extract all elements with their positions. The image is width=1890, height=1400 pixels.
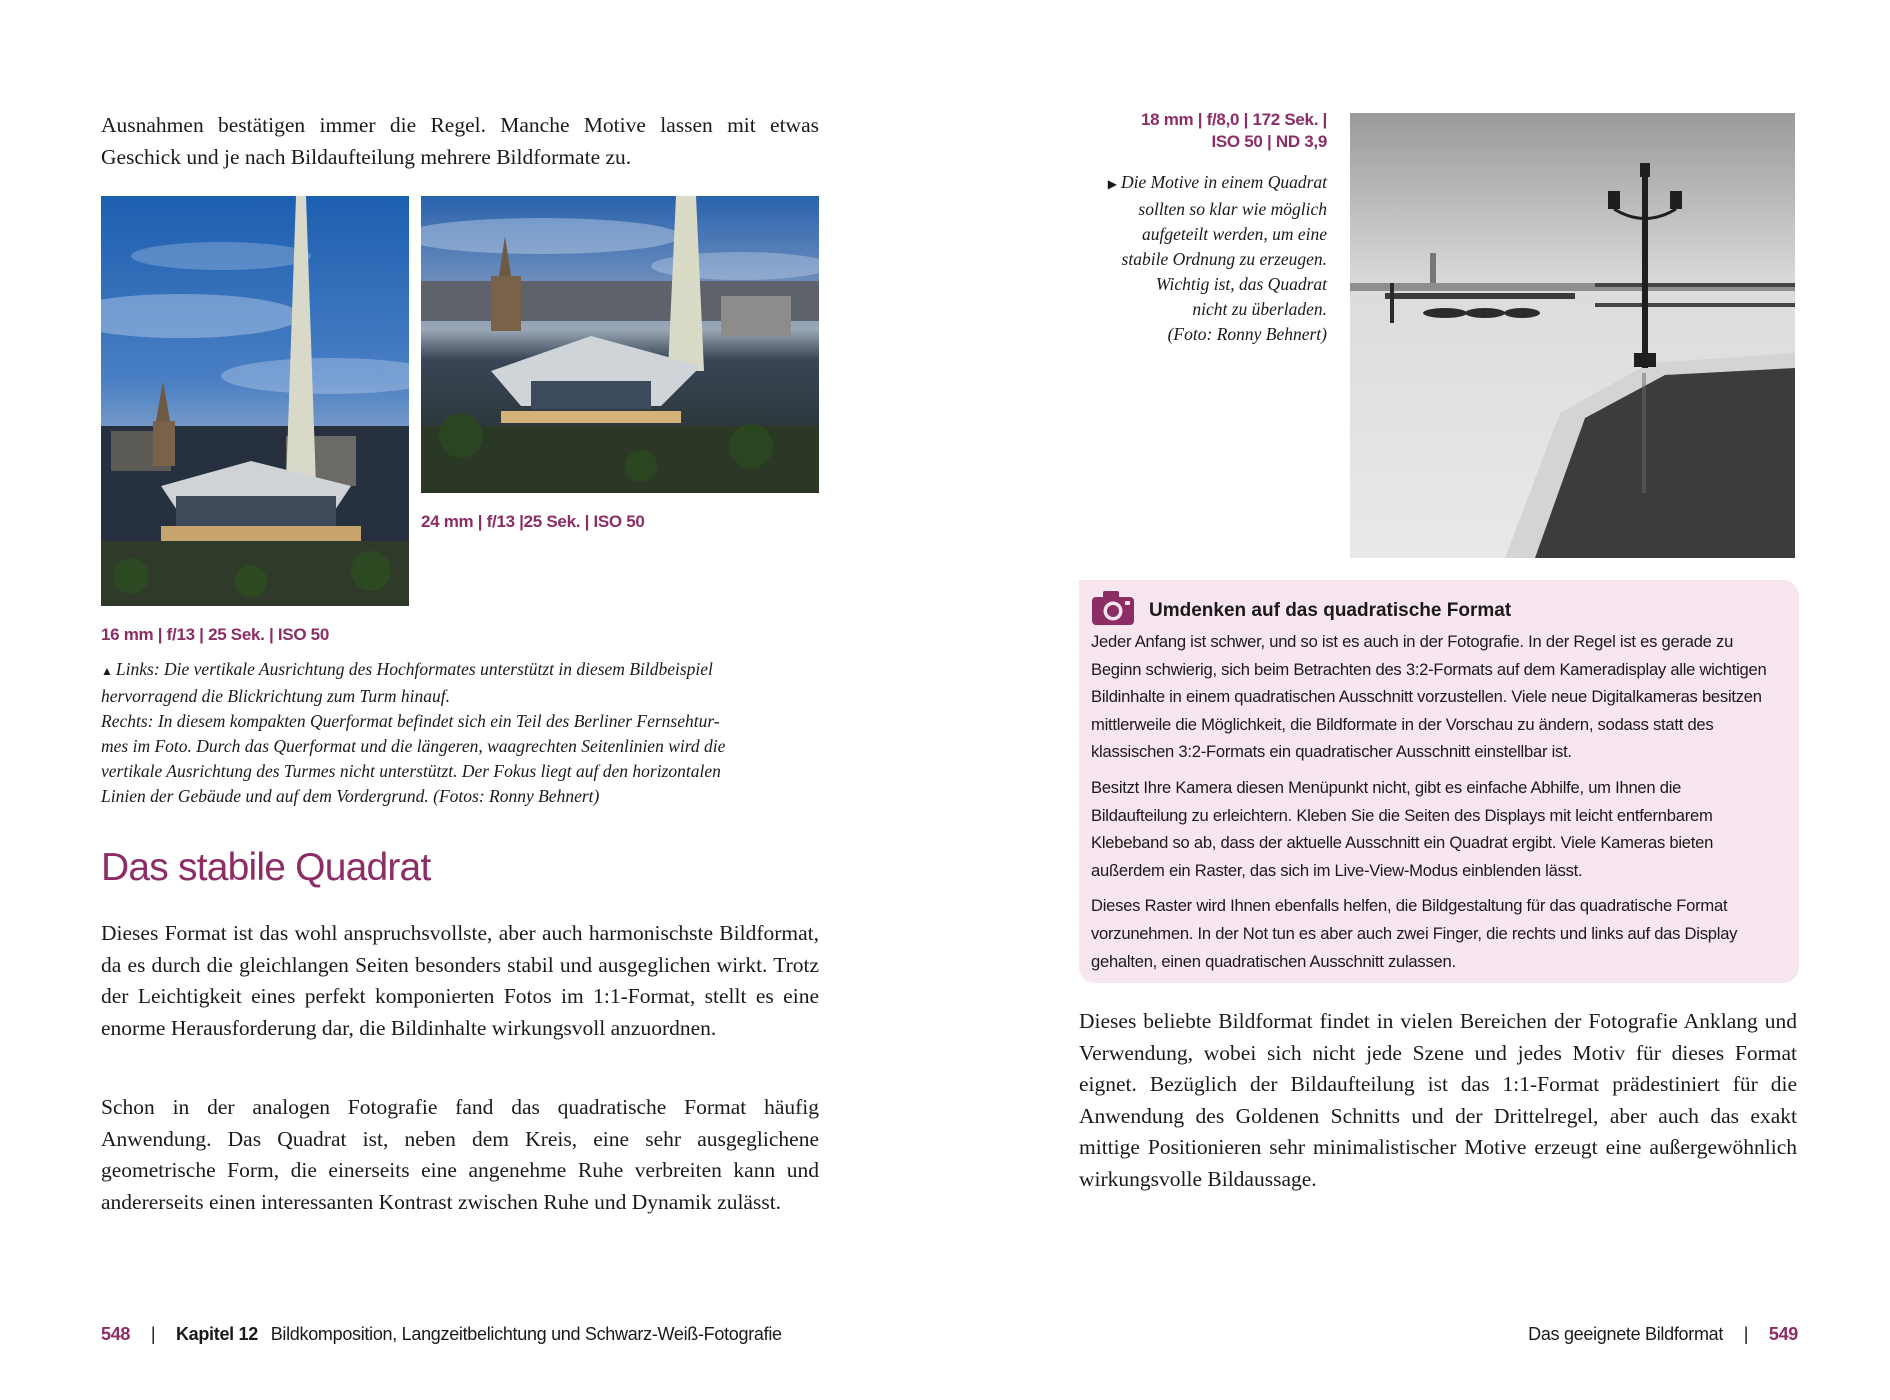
caption-line: (Foto: Ronny Behnert)	[1167, 324, 1327, 344]
caption-line: ▲ Links: Die vertikale Ausrichtung des Hochformates unterstützt in diesem Bildbeispiel	[101, 659, 713, 679]
camera-icon	[1091, 590, 1135, 626]
section-title-right: Das geeignete Bildformat	[1528, 1324, 1724, 1344]
exif-portrait: 16 mm | f/13 | 25 Sek. | ISO 50	[101, 625, 329, 644]
tip-box-paragraph: Jeder Anfang ist schwer, und so ist es auch in der Fotografie. In der Regel ist es gerade zu Beginn schwierig, sich beim Betrachten des 3:2-Formats auf dem Kameradisplay alle wichtigen Bildinhalte in einem quadratischen Ausschnitt vorzustellen. Viele neue Digitalkameras besitzen mittlerweile die Möglichkeit, die Bildformate in der Vorschau zu ändern, sodass statt des klassischen 3:2-Formats ein quadratischer Ausschnitt einstellbar ist.	[1091, 632, 1767, 762]
body-paragraph-1: Dieses Format ist das wohl anspruchsvollste, aber auch harmonischste Bildformat, da es durch die gleichlangen Seiten besonders stabil und ausgeglichen wirkt. Trotz der Leichtigkeit eines perfekt komponierten Fotos im 1:1-Format, stellt es eine enorme Herausforderung dar, die Bildinhalte wirkungsvoll anzuordnen.	[101, 921, 819, 1040]
caption-line: Wichtig ist, das Quadrat	[1155, 274, 1327, 294]
footer-separator: |	[1743, 1324, 1749, 1344]
caption-line: hervorragend die Blickrichtung zum Turm hinauf.	[101, 686, 451, 706]
triangle-up-icon: ▲	[101, 664, 113, 678]
tip-box-title: Umdenken auf das quadratische Format	[1149, 600, 1512, 621]
photo-caption-left	[101, 657, 826, 809]
footer-separator: |	[150, 1324, 156, 1344]
body-paragraph-2: Schon in der analogen Fotografie fand das quadratische Format häufig Anwendung. Das Quadrat ist, neben dem Kreis, eine sehr ausgeglichene geometrische Form, die einerseits eine angenehme Ruhe verbreiten kann und andererseits einen interessanten Kontrast zwischen Ruhe und Dynamik zulässt.	[101, 1095, 819, 1214]
intro-paragraph: Ausnahmen bestätigen immer die Regel. Manche Motive lassen mit etwas Geschick und je nach Bildaufteilung mehrere Bildformate zu.	[101, 113, 819, 169]
caption-line: Linien der Gebäude und auf dem Vordergrund. (Fotos: Ronny Behnert)	[101, 786, 600, 806]
caption-line: sollten so klar wie möglich	[1138, 199, 1327, 219]
page-number-left: 548	[101, 1324, 131, 1344]
chapter-label: Kapitel 12	[175, 1324, 258, 1344]
body-paragraph-right: Dieses beliebte Bildformat findet in vielen Bereichen der Fotografie Anklang und Verwendung, wobei sich nicht jede Szene und jedes Motiv für dieses Format eignet. Bezüglich der Bildaufteilung ist das 1:1-Format prädestiniert für die Anwendung des Goldenen Schnitts und der Drittelregel, aber auch das exakt mittige Positionieren sehr minimalistischer Motive erzeugt eine außergewöhnlich wirkungsvolle Bildaussage.	[1079, 1009, 1797, 1191]
photo-caption-right	[1075, 170, 1327, 347]
chapter-title: Bildkomposition, Langzeitbelichtung und Schwarz-Weiß-Fotografie	[270, 1324, 782, 1344]
exif-square-line-1: 18 mm | f/8,0 | 172 Sek. |	[1140, 110, 1327, 129]
exif-landscape: 24 mm | f/13 |25 Sek. | ISO 50	[421, 512, 645, 531]
tip-box-paragraph: Besitzt Ihre Kamera diesen Menüpunkt nicht, gibt es einfache Abhilfe, um Ihnen die Bildaufteilung zu erleichtern. Kleben Sie die Seiten des Displays mit leicht entfernbarem Klebeband so ab, dass der aktuelle Ausschnitt ein Quadrat ergibt. Viele Kameras bieten außerdem ein Raster, das sich im Live-View-Modus einblenden lässt.	[1091, 777, 1714, 880]
photo-venice-lantern-square	[1350, 113, 1795, 558]
footer-left	[101, 1324, 782, 1345]
section-heading: Das stabile Quadrat	[101, 846, 431, 889]
photo-tv-tower-portrait	[101, 196, 409, 606]
caption-line: vertikale Ausrichtung des Turmes nicht unterstützt. Der Fokus liegt auf den horizontalen	[101, 761, 721, 781]
caption-line: mes im Foto. Durch das Querformat und die längeren, waagrechten Seitenlinien wird die	[101, 736, 726, 756]
exif-square-line-2: ISO 50 | ND 3,9	[1211, 132, 1327, 151]
tip-box-paragraph: Dieses Raster wird Ihnen ebenfalls helfen, die Bildgestaltung für das quadratische Format vorzunehmen. In der Not tun es aber auch zwei Finger, die rechts und links auf das Display gehalten, einen quadratischen Ausschnitt zulassen.	[1091, 896, 1738, 971]
caption-line: nicht zu überladen.	[1192, 299, 1327, 319]
photo-tv-tower-landscape	[421, 196, 819, 493]
caption-line: ▶ Die Motive in einem Quadrat	[1107, 172, 1327, 192]
page-number-right: 549	[1768, 1324, 1798, 1344]
caption-line: aufgeteilt werden, um eine	[1142, 224, 1327, 244]
triangle-right-icon: ▶	[1107, 177, 1117, 191]
exif-square	[1080, 110, 1327, 152]
caption-line: Rechts: In diesem kompakten Querformat befindet sich ein Teil des Berliner Fernsehtur-	[101, 711, 720, 731]
caption-line: stabile Ordnung zu erzeugen.	[1121, 249, 1327, 269]
tip-box	[1079, 580, 1799, 983]
footer-right	[1528, 1324, 1798, 1345]
